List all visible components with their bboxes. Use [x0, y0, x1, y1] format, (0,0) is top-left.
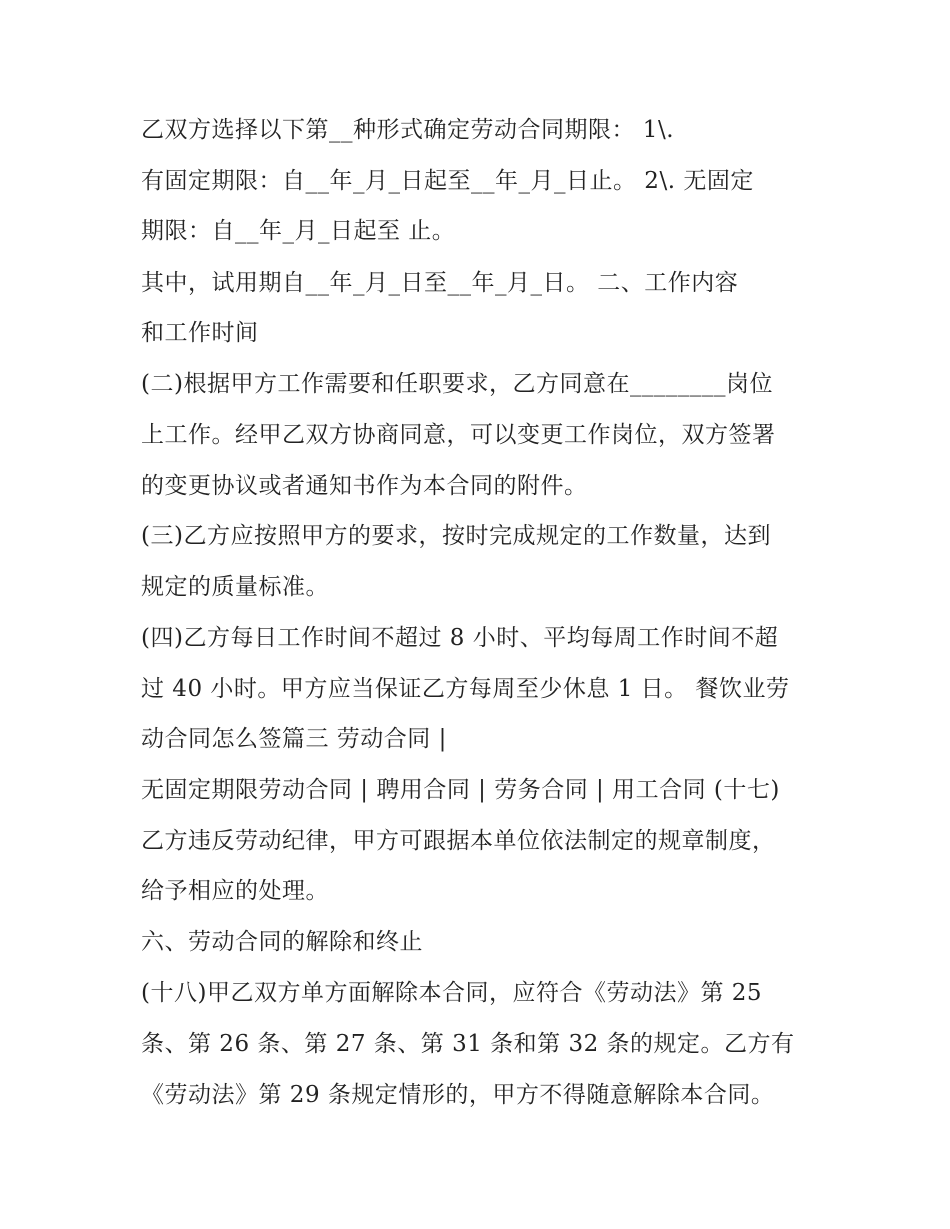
text-line: 六、劳动合同的解除和终止 — [141, 929, 423, 955]
text-line: 过 40 小时。甲方应当保证乙方每周至少休息 1 日。 餐饮业劳 — [141, 676, 790, 702]
text-line: 《劳动法》第 29 条规定情形的，甲方不得随意解除本合同。 — [141, 1082, 775, 1108]
text-line: (十八)甲乙双方单方面解除本合同，应符合《劳动法》第 25 — [141, 980, 763, 1006]
text-line: 有固定期限：自__年_月_日起至__年_月_日止。 2\. 无固定 — [141, 168, 754, 194]
text-line: 乙方违反劳动纪律，甲方可跟据本单位依法制定的规章制度， — [141, 828, 776, 854]
text-line: 给予相应的处理。 — [141, 878, 329, 904]
text-line: 和工作时间 — [141, 320, 259, 346]
text-line: 乙双方选择以下第__种形式确定劳动合同期限： 1\. — [141, 117, 675, 143]
text-line: 条、第 26 条、第 27 条、第 31 条和第 32 条的规定。乙方有 — [141, 1031, 795, 1057]
text-line: 期限：自__年_月_日起至 止。 — [141, 218, 456, 244]
text-line: 其中，试用期自__年_月_日至__年_月_日。 二、工作内容 — [141, 270, 739, 296]
text-line: 动合同怎么签篇三 劳动合同 | — [141, 726, 447, 752]
text-line: 的变更协议或者通知书作为本合同的附件。 — [141, 473, 588, 499]
text-line: 上工作。经甲乙双方协商同意，可以变更工作岗位，双方签署 — [141, 422, 776, 448]
text-line: (四)乙方每日工作时间不超过 8 小时、平均每周工作时间不超 — [141, 625, 779, 651]
text-line: 规定的质量标准。 — [141, 574, 329, 600]
text-line: 无固定期限劳动合同 | 聘用合同 | 劳务合同 | 用工合同 (十七) — [141, 777, 780, 803]
text-line: (三)乙方应按照甲方的要求，按时完成规定的工作数量，达到 — [141, 523, 771, 549]
text-line: (二)根据甲方工作需要和任职要求，乙方同意在________岗位 — [141, 371, 773, 397]
